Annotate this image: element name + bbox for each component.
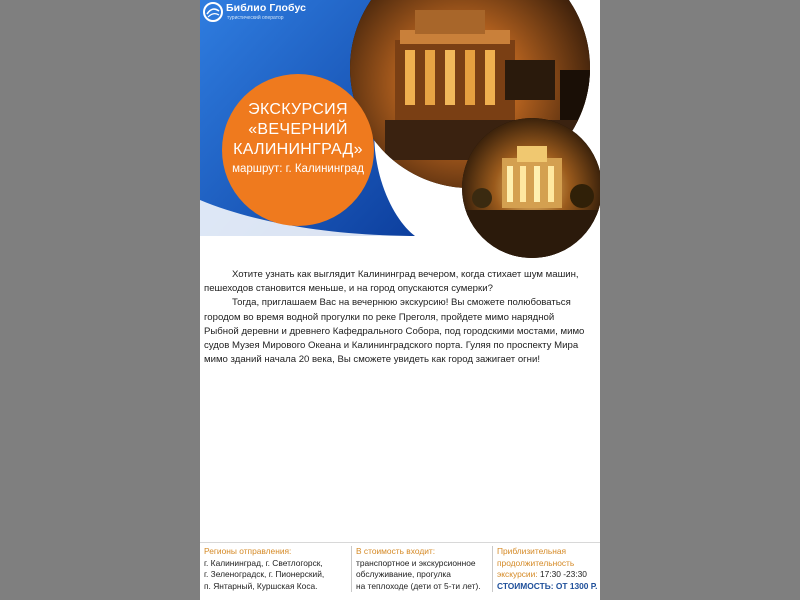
includes-heading: В стоимость входит: xyxy=(356,546,436,556)
tour-title-line: ЭКСКУРСИЯ xyxy=(248,101,348,118)
includes-line: транспортное и экскурсионное xyxy=(356,557,476,568)
regions-heading: Регионы отправления: xyxy=(204,546,292,556)
description-paragraph xyxy=(200,296,600,367)
duration-heading: Приблизительная xyxy=(497,546,567,556)
includes-line: обслуживание, прогулка xyxy=(356,569,451,579)
includes-column xyxy=(351,546,492,592)
night-building-image xyxy=(462,118,600,258)
text-line: Тогда, приглашаем Вас на вечернюю экскурсию! Вы сможете полюбоваться xyxy=(232,297,571,309)
building-photo-small xyxy=(462,118,600,258)
globe-logo-icon xyxy=(203,2,223,22)
tour-title-line: «ВЕЧЕРНИЙ xyxy=(248,121,348,138)
text-line: городом во время водной прогулки по реке Преголя, пройдете мимо нарядной xyxy=(204,311,555,323)
includes-line: на теплоходе (дети от 5-ти лет). xyxy=(356,580,481,591)
text-line: судов Музея Мирового Океана и Калининградского порта. Гуляя по проспекту Мира xyxy=(204,340,579,352)
text-line: мимо зданий начала 20 века, Вы сможете увидеть как город зажигает огни! xyxy=(204,354,540,366)
brand-subtitle: туристический оператор xyxy=(227,15,284,21)
duration-heading: продолжительность xyxy=(497,557,575,568)
text-line: пешеходов становится меньше, и на город опускаются сумерки? xyxy=(204,283,493,295)
regions-line: г. Зеленоградск, г. Пионерский, xyxy=(204,569,325,579)
price-label: СТОИМОСТЬ: ОТ 1300 Р. xyxy=(497,580,598,591)
tour-description xyxy=(200,268,600,367)
regions-line: г. Калининград, г. Светлогорск, xyxy=(204,557,323,568)
duration-value: 17:30 -23:30 xyxy=(539,569,587,579)
brand-name: Библио Глобус xyxy=(226,2,307,14)
duration-column xyxy=(492,546,600,592)
brand-logo[interactable] xyxy=(200,0,330,26)
text-line: Рыбной деревни и древнего Кафедрального Собора, под городскими мостами, мимо xyxy=(204,325,585,337)
regions-line: п. Янтарный, Куршская Коса. xyxy=(204,580,318,591)
tour-route: маршрут: г. Калининград xyxy=(232,163,364,175)
hero-section xyxy=(200,0,600,236)
text-line: Хотите узнать как выглядит Калининград вечером, когда стихает шум машин, xyxy=(232,269,579,280)
regions-column xyxy=(204,546,346,592)
duration-label: экскурсии: xyxy=(497,569,538,579)
footer-info xyxy=(200,542,600,600)
tour-title xyxy=(222,100,374,160)
flyer-page xyxy=(200,0,600,600)
description-paragraph xyxy=(200,268,600,296)
tour-title-line: КАЛИНИНГРАД» xyxy=(233,141,363,158)
duration-row xyxy=(497,569,600,581)
